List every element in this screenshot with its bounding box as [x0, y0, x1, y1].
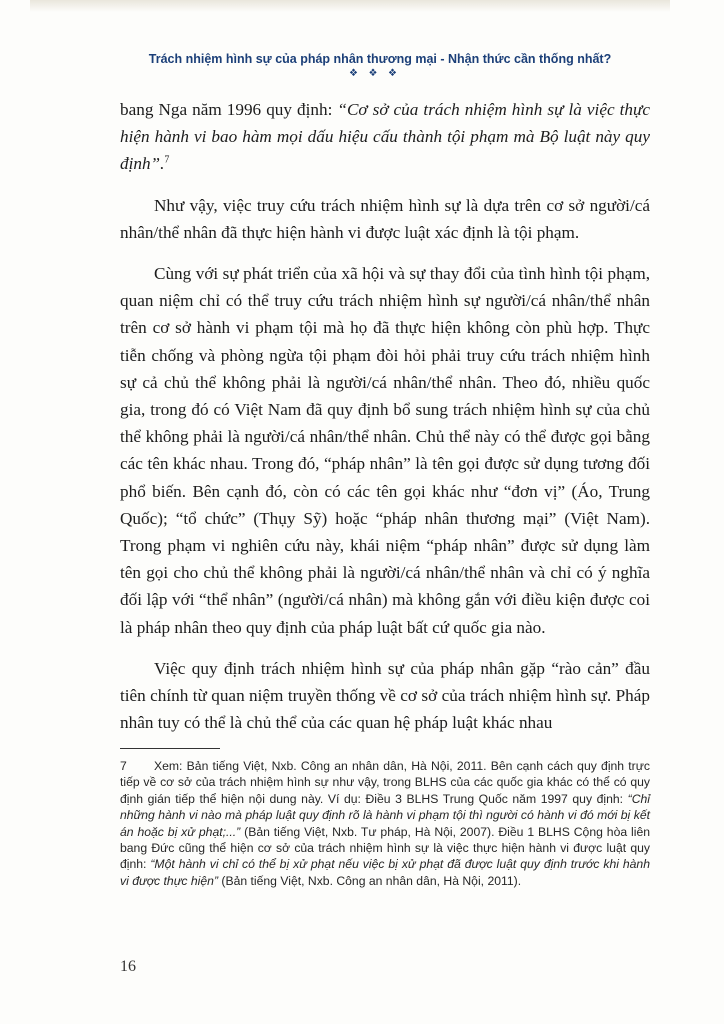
paragraph-1 [120, 96, 650, 178]
footnote-ref-7[interactable]: 7 [164, 154, 170, 166]
footnote-text-3: (Bản tiếng Việt, Nxb. Công an nhân dân, Hà Nội, 2011). [218, 873, 522, 888]
header-ornament: ❖ ❖ ❖ [349, 68, 401, 79]
paragraph-1-quote: “Cơ sở của trách nhiệm hình sự là việc thực hiện hành vi bao hàm mọi dấu hiệu cấu thành tội phạm mà Bộ luật này quy định”. [120, 100, 650, 174]
footnote-quote-1: “Chỉ những hành vi nào mà pháp luật quy định rõ là hành vi phạm tội thì người có hành vi đó mới bị kết án hoặc bị xử phạt;...” [120, 791, 650, 839]
footnote-number: 7 [120, 759, 127, 773]
body-text [120, 96, 650, 750]
page-edge-shadow [30, 0, 670, 12]
paragraph-3: Cùng với sự phát triển của xã hội và sự thay đổi của tình hình tội phạm, quan niệm chỉ có thể truy cứu trách nhiệm hình sự người/cá nhân/thể nhân trên cơ sở hành vi phạm tội mà họ đã thực hiện không còn phù hợp. Thực tiễn chống và phòng ngừa tội phạm đòi hỏi phải truy cứu trách nhiệm hình sự cả chủ thể không phải là người/cá nhân/thể nhân. Theo đó, nhiều quốc gia, trong đó có Việt Nam đã quy định bổ sung trách nhiệm hình sự của chủ thể không phải là người/cá nhân/thể nhân. Chủ thể này có thể được gọi bằng các tên khác nhau. Trong đó, “pháp nhân” là tên gọi được sử dụng tương đối phổ biến. Bên cạnh đó, còn có các tên gọi khác như “đơn vị” (Áo, Trung Quốc); “tổ chức” (Thụy Sỹ) hoặc “pháp nhân thương mại” (Việt Nam). Trong phạm vi nghiên cứu này, khái niệm “pháp nhân” được sử dụng làm tên gọi cho chủ thể không phải là người/cá nhân/thể nhân và chỉ có ý nghĩa đối lập với “thể nhân” (người/cá nhân) mà không gắn với điều kiện được coi là pháp nhân theo quy định của pháp luật bất cứ quốc gia nào. [120, 264, 650, 637]
footnote-text-1: Xem: Bản tiếng Việt, Nxb. Công an nhân dân, Hà Nội, 2011. Bên cạnh cách quy định trực tiếp về cơ sở của trách nhiệm hình sự như vậy, trong BLHS của các quốc gia khác có thể có quy định gián tiếp thể hiện nội dung này. Ví dụ: Điều 3 BLHS Trung Quốc năm 1997 quy định: [120, 759, 650, 806]
paragraph-2: Như vậy, việc truy cứu trách nhiệm hình sự là dựa trên cơ sở người/cá nhân/thể nhân đã thực hiện hành vi được luật xác định là tội phạm. [120, 195, 650, 242]
paragraph-4: Việc quy định trách nhiệm hình sự của pháp nhân gặp “rào cản” đầu tiên chính từ quan niệm truyền thống về cơ sở của trách nhiệm hình sự. Pháp nhân tuy có thể là chủ thể của các quan hệ pháp luật khác nhau [120, 658, 650, 733]
footnote-7 [120, 758, 650, 889]
footnote-text-2: (Bản tiếng Việt, Nxb. Tư pháp, Hà Nội, 2007). Điều 1 BLHS Cộng hòa liên bang Đức cũng thể hiện cơ sở của trách nhiệm hình sự là việc thực hiện hành vi được luật quy định: [120, 824, 650, 872]
paragraph-1-lead: bang Nga năm 1996 quy định: [120, 100, 338, 119]
footnote-divider [120, 748, 220, 749]
footnote-quote-2: “Một hành vi chỉ có thể bị xử phạt nếu việc bị xử phạt đã được luật quy định trước khi hành vi được thực hiện” [120, 857, 650, 888]
running-header: Trách nhiệm hình sự của pháp nhân thương mại - Nhận thức cần thống nhất? [148, 52, 612, 66]
page-number: 16 [120, 958, 136, 975]
